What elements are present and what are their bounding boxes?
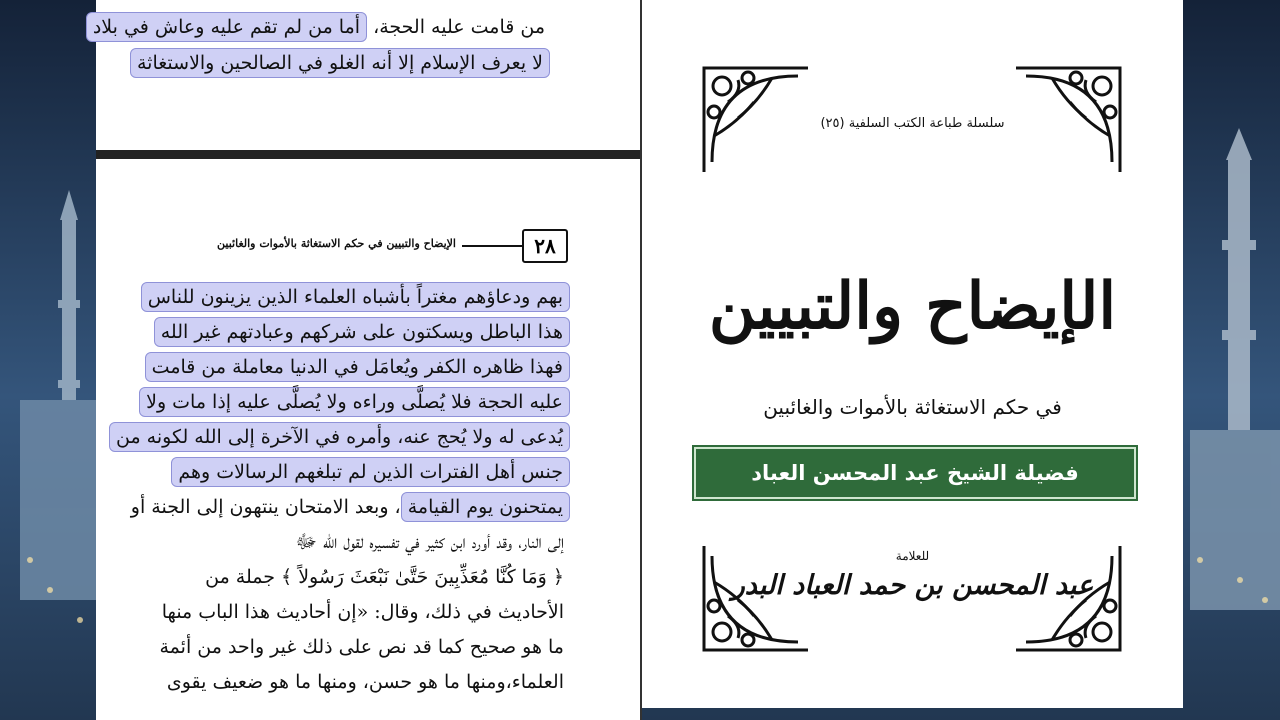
text-line	[130, 48, 550, 78]
book-subtitle: في حكم الاستغاثة بالأموات والغائبين	[763, 395, 1062, 419]
page-divider	[96, 150, 640, 159]
highlighted-text[interactable]: بهم ودعاؤهم مغتراً بأشباه العلماء الذين يزينون للناس	[141, 282, 570, 312]
running-header: الإيضاح والتبيين في حكم الاستغاثة بالأموات والغائبين	[217, 237, 456, 250]
text-line: الأحاديث في ذلك، وقال: «إن أحاديث هذا الباب منها	[161, 601, 564, 623]
text-line	[131, 492, 570, 522]
book-title: الإيضاح والتبيين	[708, 269, 1117, 344]
highlighted-text[interactable]: جنس أهل الفترات الذين لم تبلغهم الرسالات وهم	[171, 457, 570, 487]
text-line: إلى النار، وقد أورد ابن كثير في تفسيره لقول الله ﷻ	[295, 531, 564, 553]
highlighted-text[interactable]: عليه الحجة فلا يُصلَّى وراءه ولا يُصلَّى عليه إذا مات ولا	[139, 387, 570, 417]
page-header	[196, 229, 568, 261]
header-rule	[462, 245, 522, 247]
highlighted-text[interactable]: يمتحنون يوم القيامة	[401, 492, 570, 522]
text-line	[139, 387, 570, 417]
text-line	[141, 282, 570, 312]
highlighted-text[interactable]: فهذا ظاهره الكفر ويُعامَل في الدنيا معاملة من قامت	[145, 352, 570, 382]
book-page-28	[96, 159, 640, 720]
page-number: ٢٨	[522, 229, 568, 263]
quran-verse-line: ﴿ وَمَا كُنَّا مُعَذِّبِينَ حَتَّىٰ نَبْعَثَ رَسُولاً ﴾ جملة من	[205, 566, 564, 588]
highlighted-text[interactable]: لا يعرف الإسلام إلا أنه الغلو في الصالحين والاستغاثة	[130, 48, 550, 78]
previous-page-fragment	[92, 0, 640, 150]
text-line	[171, 457, 570, 487]
text-line: العلماء،ومنها ما هو حسن، ومنها ما هو ضعيف يقوى	[166, 671, 564, 693]
text-line	[86, 12, 545, 42]
text-line: ما هو صحيح كما قد نص على ذلك غير واحد من أئمة	[159, 636, 564, 658]
text-line	[109, 422, 570, 452]
highlighted-text[interactable]: أما من لم تقم عليه وعاش في بلاد	[86, 12, 367, 42]
series-label: سلسلة طباعة الكتب السلفية (٢٥)	[820, 116, 1005, 131]
by-label: للعلامة	[895, 549, 930, 563]
text-line	[145, 352, 570, 382]
author-banner: فضيلة الشيخ عبد المحسن العباد	[694, 447, 1136, 499]
text-plain: من قامت عليه الحجة،	[367, 16, 545, 38]
book-cover	[642, 0, 1183, 708]
text-plain: ، وبعد الامتحان ينتهون إلى الجنة أو	[130, 496, 401, 518]
highlighted-text[interactable]: هذا الباطل ويسكتون على شركهم وعبادتهم غير الله	[154, 317, 570, 347]
highlighted-text[interactable]: يُدعى له ولا يُحج عنه، وأمره في الآخرة إلى الله لكونه من	[109, 422, 570, 452]
text-line	[154, 317, 570, 347]
author-signature: عبد المحسن بن حمد العباد البدر	[731, 570, 1094, 601]
